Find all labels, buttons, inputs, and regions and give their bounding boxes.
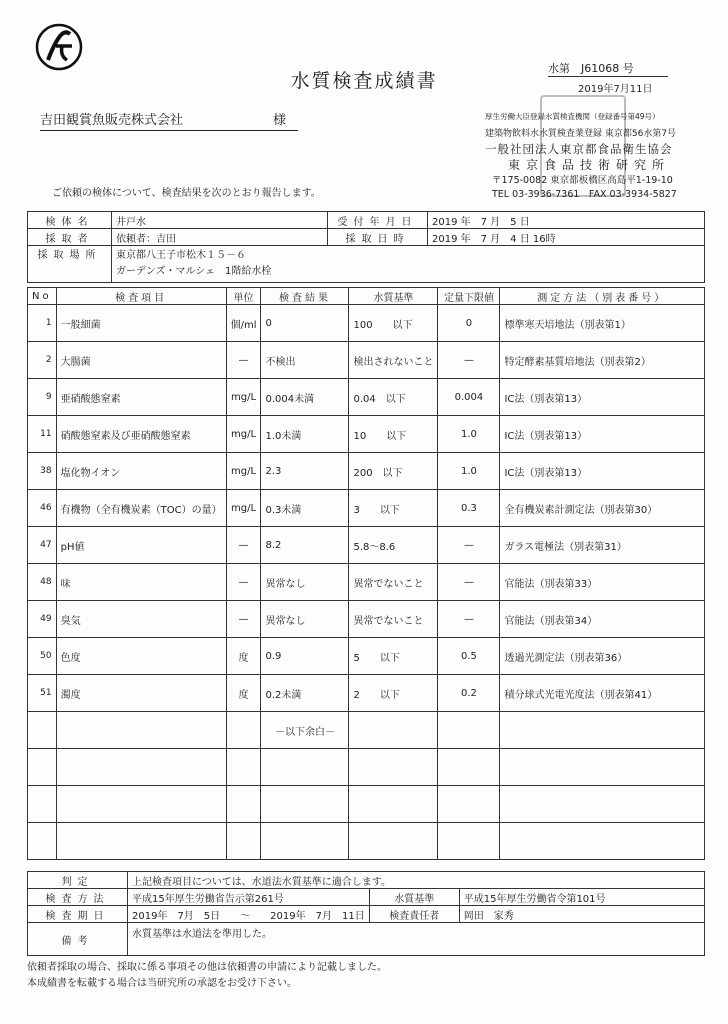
cell-standard: 10 以下	[349, 416, 438, 453]
cell-item: 塩化物イオン	[56, 453, 226, 490]
blank-cell	[56, 749, 226, 786]
lab-address: 〒175-0082 東京都板橋区高島平1-19-10	[492, 175, 673, 186]
cell-method: 標準寒天培地法（別表第1）	[500, 305, 705, 342]
col-header-method: 測定方法（別表番号）	[500, 288, 705, 305]
cell-standard: 検出されないこと	[349, 342, 438, 379]
blank-cell	[438, 786, 500, 823]
col-header-result: 検査結果	[261, 288, 349, 305]
cell-unit: —	[226, 564, 261, 601]
cell-standard: 2 以下	[349, 675, 438, 712]
cell-no: 38	[28, 453, 57, 490]
cell-no: 11	[28, 416, 57, 453]
blank-cell	[226, 749, 261, 786]
cell-method: 全有機炭素計測定法（別表第30）	[500, 490, 705, 527]
client-suffix: 様	[272, 113, 286, 128]
table-row	[28, 638, 705, 675]
cell-unit: 個/ml	[226, 305, 261, 342]
cell-item: 一般細菌	[56, 305, 226, 342]
cell-result: 0.9	[261, 638, 349, 675]
cell-limit: 1.0	[438, 453, 500, 490]
cell-method: IC法（別表第13）	[500, 453, 705, 490]
cell-limit: 1.0	[438, 416, 500, 453]
label-sample: 検体名	[28, 212, 112, 229]
results-table	[27, 287, 705, 860]
cell-standard: 異常でないこと	[349, 564, 438, 601]
lab-certification-2: 建築物飲料水水質検査業登録 東京都56水第7号	[485, 129, 677, 139]
cell-no: 50	[28, 638, 57, 675]
blank-cell	[261, 786, 349, 823]
cell-no: 46	[28, 490, 57, 527]
cell-method: 積分球式光電光度法（別表第41）	[500, 675, 705, 712]
judgment-value: 上記検査項目については、水道法水質基準に適合します。	[128, 872, 705, 889]
cell-unit: 度	[226, 675, 261, 712]
cell-standard: 5.8～8.6	[349, 527, 438, 564]
blank-cell	[28, 786, 57, 823]
cell-method: IC法（別表第13）	[500, 379, 705, 416]
cell-result: 1.0未満	[261, 416, 349, 453]
sample-info-table	[27, 211, 705, 283]
lab-phone-fax: TEL 03-3936-7361 FAX 03-3934-5827	[492, 189, 677, 200]
table-row	[28, 601, 705, 638]
footnote-1: 依頼者採取の場合、採取に係る事項その他は依頼書の申請により記載しました。	[27, 962, 387, 973]
end-note: －以下余白－	[261, 712, 349, 749]
blank-cell	[500, 749, 705, 786]
table-row	[28, 675, 705, 712]
blank-cell	[438, 712, 500, 749]
label-collected: 採取日時	[328, 229, 428, 246]
cell-item: 硝酸態窒素及び亜硝酸態窒素	[56, 416, 226, 453]
cell-method: 特定酵素基質培地法（別表第2）	[500, 342, 705, 379]
blank-cell	[28, 823, 57, 860]
cell-no: 2	[28, 342, 57, 379]
collected-value: 2019 年 7 月 4 日 16時	[428, 229, 705, 246]
cell-item: 色度	[56, 638, 226, 675]
cell-unit: mg/L	[226, 490, 261, 527]
col-header-item: 検査項目	[56, 288, 226, 305]
blank-cell	[261, 749, 349, 786]
col-header-standard: 水質基準	[349, 288, 438, 305]
cell-method: 官能法（別表第34）	[500, 601, 705, 638]
footnote-2: 本成績書を転載する場合は当研究所の承認をお受け下さい。	[27, 978, 297, 989]
blank-cell	[226, 823, 261, 860]
blank-cell	[500, 786, 705, 823]
blank-row	[28, 712, 705, 749]
col-header-limit: 定量下限値	[438, 288, 500, 305]
cell-result: 0	[261, 305, 349, 342]
cell-unit: —	[226, 527, 261, 564]
cell-standard: 3 以下	[349, 490, 438, 527]
place-line-2: ガーデンズ・マルシェ 1階給水栓	[116, 266, 272, 277]
label-period: 検査期日	[28, 906, 128, 923]
label-responsible: 検査責任者	[369, 906, 459, 923]
client-name: 吉田観賞魚販売株式会社	[40, 113, 184, 128]
label-received: 受付年月日	[328, 212, 428, 229]
cell-item: 味	[56, 564, 226, 601]
lab-name: 東京食品技術研究所	[508, 158, 671, 172]
table-row	[28, 342, 705, 379]
cell-method: 透過光測定法（別表第36）	[500, 638, 705, 675]
cell-method: 官能法（別表第33）	[500, 564, 705, 601]
cell-limit: 0.2	[438, 675, 500, 712]
cell-result: 0.3未満	[261, 490, 349, 527]
lab-certification-1: 厚生労働大臣登録水質検査機関（登録番号第49号）	[485, 112, 660, 121]
cell-standard: 異常でないこと	[349, 601, 438, 638]
label-collector: 採取者	[28, 229, 112, 246]
table-row	[28, 453, 705, 490]
blank-cell	[349, 712, 438, 749]
cell-item: 濁度	[56, 675, 226, 712]
label-method: 検査方法	[28, 889, 128, 906]
footer-table	[27, 871, 705, 956]
blank-cell	[226, 712, 261, 749]
responsible-value: 岡田 家秀	[459, 906, 704, 923]
cell-no: 1	[28, 305, 57, 342]
place-value	[112, 246, 705, 283]
cell-result: 0.2未満	[261, 675, 349, 712]
table-row	[28, 416, 705, 453]
cell-result: 0.004未満	[261, 379, 349, 416]
blank-cell	[226, 786, 261, 823]
cell-standard: 5 以下	[349, 638, 438, 675]
intro-text: ご依頼の検体について、検査結果を次のとおり報告します。	[52, 188, 321, 199]
cell-limit: —	[438, 527, 500, 564]
cell-no: 9	[28, 379, 57, 416]
blank-cell	[500, 823, 705, 860]
cell-method: IC法（別表第13）	[500, 416, 705, 453]
table-row	[28, 527, 705, 564]
cell-method: ガラス電極法（別表第31）	[500, 527, 705, 564]
blank-cell	[349, 823, 438, 860]
period-value: 2019年 7月 5日 ～ 2019年 7月 11日	[128, 906, 370, 923]
cell-limit: 0.5	[438, 638, 500, 675]
label-judgment: 判定	[28, 872, 128, 889]
client-name-line	[40, 109, 298, 131]
cell-item: 大腸菌	[56, 342, 226, 379]
cell-limit: —	[438, 564, 500, 601]
document-date: 2019年7月11日	[578, 84, 653, 95]
cell-standard: 200 以下	[349, 453, 438, 490]
blank-cell	[261, 823, 349, 860]
blank-row	[28, 823, 705, 860]
col-header-unit: 単位	[226, 288, 261, 305]
cell-unit: mg/L	[226, 379, 261, 416]
place-line-1: 東京都八王子市松木１５－６	[116, 250, 246, 261]
blank-cell	[500, 712, 705, 749]
document-title: 水質検査成績書	[290, 70, 438, 92]
blank-cell	[349, 749, 438, 786]
blank-cell	[349, 786, 438, 823]
cell-unit: mg/L	[226, 453, 261, 490]
cell-no: 51	[28, 675, 57, 712]
blank-cell	[56, 712, 226, 749]
cell-item: pH値	[56, 527, 226, 564]
cell-unit: mg/L	[226, 416, 261, 453]
cell-result: 不検出	[261, 342, 349, 379]
lab-logo	[34, 22, 84, 72]
method-value: 平成15年厚生労働省告示第261号	[128, 889, 370, 906]
col-header-no: No	[28, 288, 57, 305]
blank-cell	[438, 749, 500, 786]
cell-result: 異常なし	[261, 564, 349, 601]
cell-result: 8.2	[261, 527, 349, 564]
cell-limit: 0.004	[438, 379, 500, 416]
remarks-value: 水質基準は水道法を準用した。	[128, 923, 705, 956]
results-header-row	[28, 288, 705, 305]
collector-value: 依頼者：吉田	[112, 229, 328, 246]
cell-result: 2.3	[261, 453, 349, 490]
table-row	[28, 305, 705, 342]
blank-row	[28, 786, 705, 823]
standard-value: 平成15年厚生労働省令第101号	[459, 889, 704, 906]
cell-unit: 度	[226, 638, 261, 675]
cell-item: 有機物（全有機炭素（TOC）の量）	[56, 490, 226, 527]
cell-standard: 100 以下	[349, 305, 438, 342]
cell-standard: 0.04 以下	[349, 379, 438, 416]
blank-cell	[56, 786, 226, 823]
blank-cell	[56, 823, 226, 860]
blank-row	[28, 749, 705, 786]
label-place: 採取場所	[28, 246, 112, 283]
cell-limit: —	[438, 342, 500, 379]
label-standard: 水質基準	[369, 889, 459, 906]
cell-limit: —	[438, 601, 500, 638]
blank-cell	[28, 712, 57, 749]
document-number: 水第 J61068 号	[548, 60, 668, 77]
cell-no: 49	[28, 601, 57, 638]
cell-unit: —	[226, 342, 261, 379]
cell-item: 亜硝酸態窒素	[56, 379, 226, 416]
table-row	[28, 564, 705, 601]
sample-value: 井戸水	[112, 212, 328, 229]
lab-organization: 一般社団法人東京都食品衛生協会	[485, 142, 673, 156]
cell-unit: —	[226, 601, 261, 638]
cell-item: 臭気	[56, 601, 226, 638]
received-value: 2019 年 7 月 5 日	[428, 212, 705, 229]
cell-no: 47	[28, 527, 57, 564]
label-remarks: 備考	[28, 923, 128, 956]
table-row	[28, 379, 705, 416]
cell-limit: 0.3	[438, 490, 500, 527]
cell-limit: 0	[438, 305, 500, 342]
blank-cell	[28, 749, 57, 786]
table-row	[28, 490, 705, 527]
cell-result: 異常なし	[261, 601, 349, 638]
cell-no: 48	[28, 564, 57, 601]
blank-cell	[438, 823, 500, 860]
